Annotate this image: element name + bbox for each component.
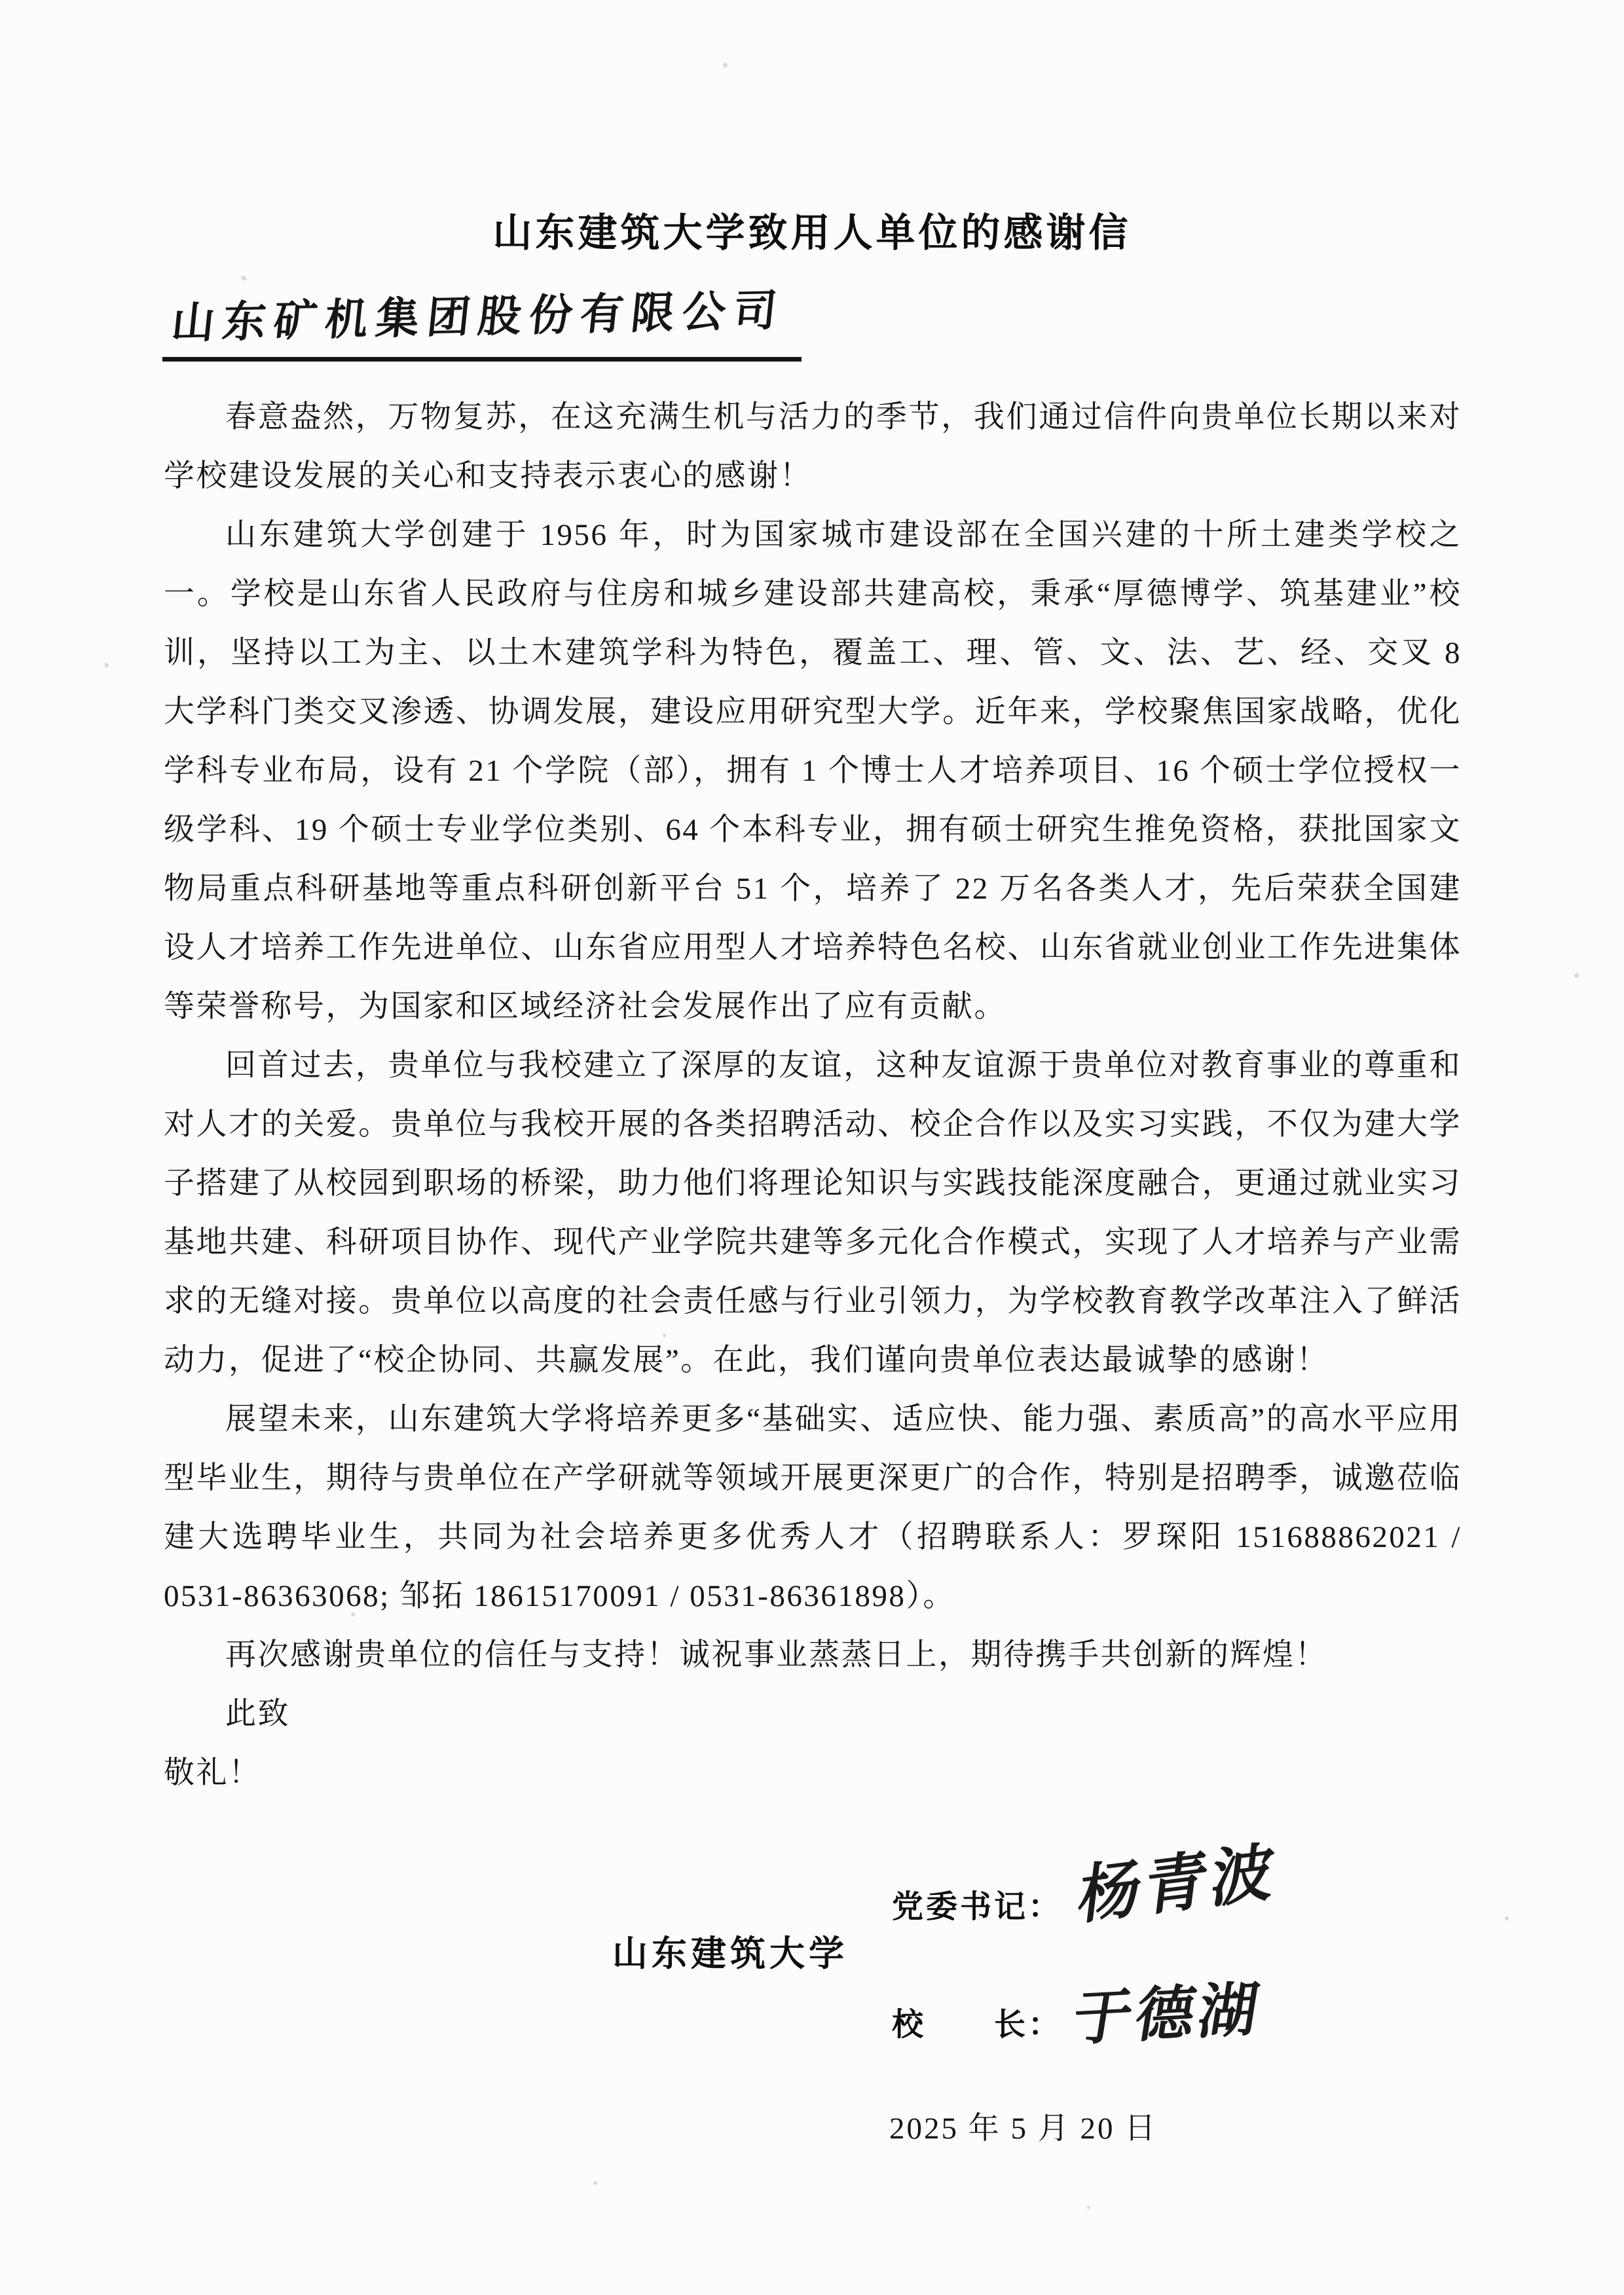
scan-speckle (1505, 1916, 1509, 1920)
scan-speckle (240, 275, 248, 282)
letter-title: 山东建筑大学致用人单位的感谢信 (492, 212, 1132, 255)
closing-jingli: 敬礼！ (164, 1756, 261, 1790)
paragraph-future-outlook: 展望未来，山东建筑大学将培养更多“基础实、适应快、能力强、素质高”的高水平应用型毕业生，期待与贵单位在产学研就等领域开展更深更广的合作，特别是招聘季，诚邀莅临建大选聘毕业生，共同为社会培养更多优秀人才（招聘联系人：罗琛阳 151688862021 / 0531-86363068; 邹拓 18615170091 / 0531-86361898）。 (164, 1402, 1462, 1613)
party-secretary-handwritten-signature: 杨青波 (1074, 1834, 1283, 1933)
scan-speckle (1574, 973, 1579, 978)
paragraph-school-intro: 山东建筑大学创建于 1956 年，时为国家城市建设部在全国兴建的十所土建类学校之一。学校是山东省人民政府与住房和城乡建设部共建高校，秉承“厚德博学、筑基建业”校训，坚持以工为主、以土木建筑学科为特色，覆盖工、理、管、文、法、艺、经、交叉 8 大学科门类交叉渗透、协调发展，建设应用研究型大学。近年来，学校聚焦国家战略，优化学科专业布局，设有 21 个学院（部），拥有 1 个博士人才培养项目、16 个硕士学位授权一级学科、19 个硕士专业学位类别、64 个本科专业，拥有硕士研究生推免资格，获批国家文物局重点科研基地等重点科研创新平台 51 个，培养了 22 万名各类人才，先后荣获全国建设人才培养工作先进单位、山东省应用型人才培养特色名校、山东省就业创业工作先进集体等荣誉称号，为国家和区域经济社会发展作出了应有贡献。 (164, 518, 1462, 1024)
letter-date: 2025 年 5 月 20 日 (889, 2112, 1158, 2146)
scan-speckle (723, 63, 728, 67)
scan-speckle (593, 2181, 597, 2185)
recipient-company-name: 山东矿机集团股份有限公司 (169, 285, 787, 348)
signature-university-name: 山东建筑大学 (612, 1934, 848, 1973)
scan-speckle (1087, 2206, 1090, 2209)
paragraph-cooperation-review: 回首过去，贵单位与我校建立了深厚的友谊，这种友谊源于贵单位对教育事业的尊重和对人才的关爱。贵单位与我校开展的各类招聘活动、校企合作以及实习实践，不仅为建大学子搭建了从校园到职场的桥梁，助力他们将理论知识与实践技能深度融合，更通过就业实习基地共建、科研项目协作、现代产业学院共建等多元化合作模式，实现了人才培养与产业需求的无缝对接。贵单位以高度的社会责任感与行业引领力，为学校教育教学改革注入了鲜活动力，促进了“校企协同、共赢发展”。在此，我们谨向贵单位表达最诚挚的感谢！ (164, 1049, 1462, 1377)
president-label: 校 长： (892, 2007, 1063, 2042)
paragraph-thanks-again: 再次感谢贵单位的信任与支持！诚祝事业蒸蒸日上，期待携手共创新的辉煌！ (225, 1638, 1327, 1672)
president-handwritten-signature: 于德湖 (1067, 1974, 1268, 2054)
party-secretary-label: 党委书记： (892, 1890, 1063, 1924)
paragraph-greeting: 春意盎然，万物复苏，在这充满生机与活力的季节，我们通过信件向贵单位长期以来对学校建设发展的关心和支持表示衷心的感谢！ (164, 400, 1462, 493)
recipient-underline (162, 285, 802, 362)
letter-body (164, 388, 1462, 1802)
scan-speckle (105, 663, 109, 667)
closing-cizhi: 此致 (225, 1697, 290, 1731)
